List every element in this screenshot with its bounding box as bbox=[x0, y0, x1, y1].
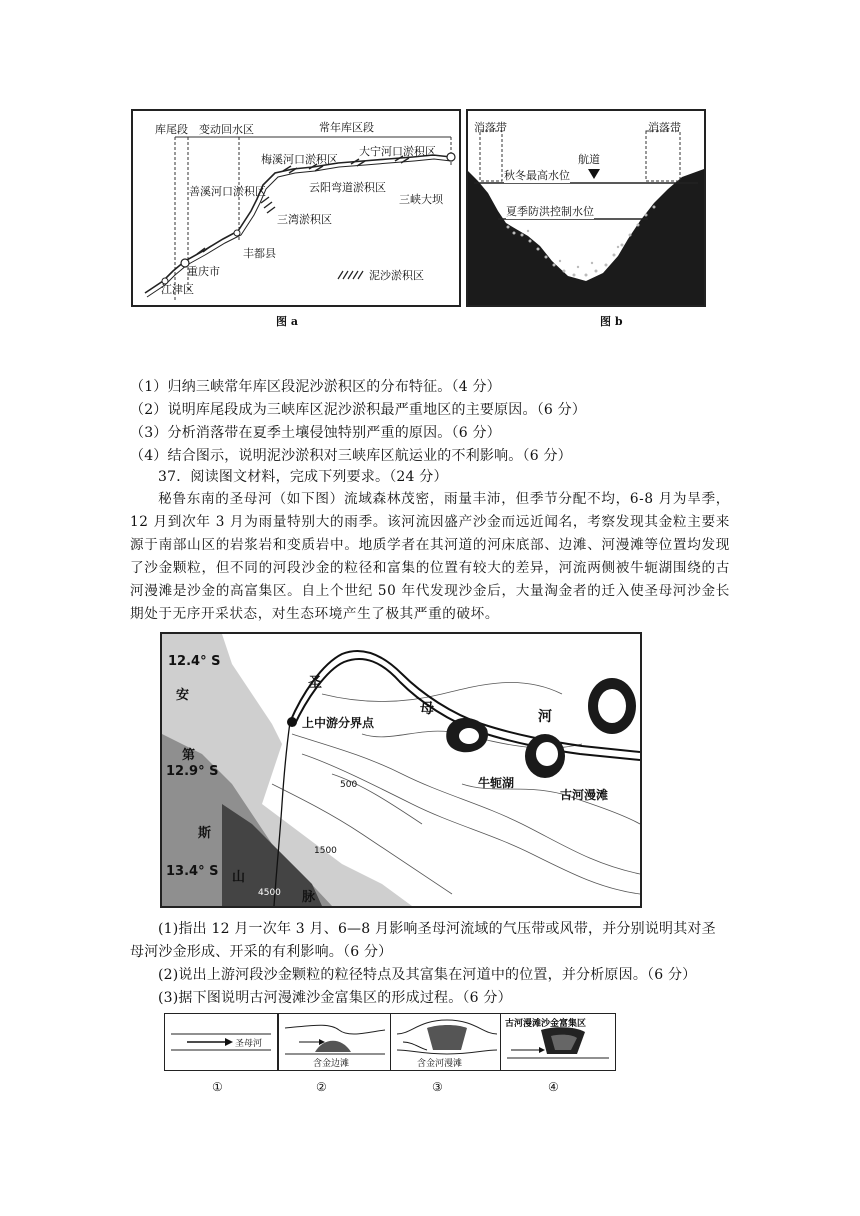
q36-item-2: （2）说明库尾段成为三峡库区泥沙淤积最严重地区的主要原因。（6 分） bbox=[130, 402, 587, 418]
step2-label: 含金边滩 bbox=[313, 1059, 350, 1069]
legend-sediment: 泥沙淤积区 bbox=[369, 269, 424, 282]
label-meixi: 梅溪河口淤积区 bbox=[261, 153, 338, 166]
label-xiaoluo-right: 消落带 bbox=[648, 121, 681, 134]
step4-label: 古河漫滩沙金富集区 bbox=[505, 1019, 587, 1029]
process-step-4 bbox=[500, 1013, 616, 1071]
contour-4500: 4500 bbox=[258, 888, 281, 898]
lat-12-9: 12.9° S bbox=[166, 764, 219, 779]
label-ancient-floodplain: 古河漫滩 bbox=[560, 788, 609, 802]
step1-label: 圣母河 bbox=[235, 1039, 263, 1049]
label-changnian: 常年库区段 bbox=[319, 121, 374, 134]
q37-item-1a: (1)指出 12 月一次年 3 月、6—8 月影响圣母河流域的气压带或风带，并分别说明其对圣 bbox=[158, 921, 716, 937]
lat-13-4: 13.4° S bbox=[166, 864, 219, 879]
process-step-3 bbox=[390, 1013, 504, 1071]
step-num-2: ② bbox=[316, 1080, 327, 1094]
figure-a-caption: 图 a bbox=[276, 315, 298, 328]
contour-1500: 1500 bbox=[314, 846, 337, 856]
step-num-1: ① bbox=[212, 1080, 223, 1094]
figure-a-map bbox=[131, 109, 461, 307]
label-shanxi: 善溪河口淤积区 bbox=[189, 185, 266, 198]
label-jiangjin: 江津区 bbox=[161, 283, 194, 296]
river-char-2: 母 bbox=[420, 701, 434, 717]
q37-paragraph-text: 秘鲁东南的圣母河（如下图）流域森林茂密，雨量丰沛，但季节分配不均，6-8 月为旱季，12 月到次年 3 月为雨量特别大的雨季。该河流因盛产沙金而远近闻名，考察发现其金粒主要来源于南部山区的岩浆岩和变质岩中。地质学者在其河道的河床底部、边滩、河漫滩等位置均发现了沙金颗粒，但不同的河段沙金的粒径和富集的位置有较大的差异，河流两侧被牛轭湖围绕的古河漫滩是沙金的高富集区。自上个世纪 50 年代发现沙金后，大量淘金者的迁入使圣母河沙金长期处于无序开采状态，对生态环境产生了极其严重的破坏。 bbox=[130, 491, 730, 622]
label-oxbow-lake: 牛轭湖 bbox=[478, 776, 515, 790]
process-step-2 bbox=[278, 1013, 392, 1071]
label-kuwei: 库尾段 bbox=[155, 123, 188, 136]
label-sanwan: 三湾淤积区 bbox=[277, 213, 332, 226]
step-num-3: ③ bbox=[432, 1080, 443, 1094]
q36-item-4: （4）结合图示，说明泥沙淤积对三峡库区航运业的不利影响。（6 分） bbox=[130, 448, 572, 464]
label-xiaji: 夏季防洪控制水位 bbox=[506, 205, 594, 218]
figure-b-caption: 图 b bbox=[600, 315, 623, 328]
andes-char-5: 脉 bbox=[302, 890, 316, 905]
label-chongqing: 重庆市 bbox=[187, 265, 220, 278]
step3-label: 含金河漫滩 bbox=[417, 1059, 463, 1069]
q37-paragraph bbox=[130, 488, 730, 626]
process-step-1 bbox=[164, 1013, 278, 1071]
label-fengdu: 丰都县 bbox=[243, 247, 276, 260]
peru-river-map bbox=[160, 632, 642, 908]
lat-12-4: 12.4° S bbox=[168, 654, 221, 669]
q37-item-3: (3)据下图说明古河漫滩沙金富集区的形成过程。（6 分） bbox=[158, 990, 512, 1006]
step-num-4: ④ bbox=[548, 1080, 559, 1094]
q37-item-2: (2)说出上游河段沙金颗粒的粒径特点及其富集在河道中的位置，并分析原因。（6 分） bbox=[158, 967, 697, 983]
andes-char-3: 斯 bbox=[198, 826, 212, 841]
q37-item-1b: 母河沙金形成、开采的有利影响。（6 分） bbox=[130, 944, 393, 960]
q36-item-3: （3）分析消落带在夏季土壤侵蚀特别严重的原因。（6 分） bbox=[130, 425, 501, 441]
andes-char-1: 安 bbox=[176, 688, 190, 703]
andes-char-2: 第 bbox=[182, 748, 196, 763]
q36-item-1: （1）归纳三峡常年库区段泥沙淤积区的分布特征。（4 分） bbox=[130, 379, 501, 395]
label-hangdao: 航道 bbox=[578, 153, 600, 166]
label-boundary-point: 上中游分界点 bbox=[302, 716, 375, 730]
label-yunyang: 云阳弯道淤积区 bbox=[309, 181, 386, 194]
label-xiaoluo-left: 消落带 bbox=[474, 121, 507, 134]
label-yuji: 淤积泥沙 bbox=[564, 247, 608, 260]
figure-b-cross-section bbox=[466, 109, 706, 307]
q37-title: 37．阅读图文材料，完成下列要求。（24 分） bbox=[158, 469, 448, 485]
label-qiudong: 秋冬最高水位 bbox=[504, 169, 570, 182]
river-char-1: 圣 bbox=[308, 675, 322, 691]
andes-char-4: 山 bbox=[232, 870, 246, 885]
contour-500: 500 bbox=[340, 780, 358, 790]
label-biandong: 变动回水区 bbox=[199, 123, 254, 136]
river-char-3: 河 bbox=[538, 709, 552, 725]
label-daning: 大宁河口淤积区 bbox=[359, 145, 436, 158]
label-sanxia-dam: 三峡大坝 bbox=[399, 193, 443, 206]
